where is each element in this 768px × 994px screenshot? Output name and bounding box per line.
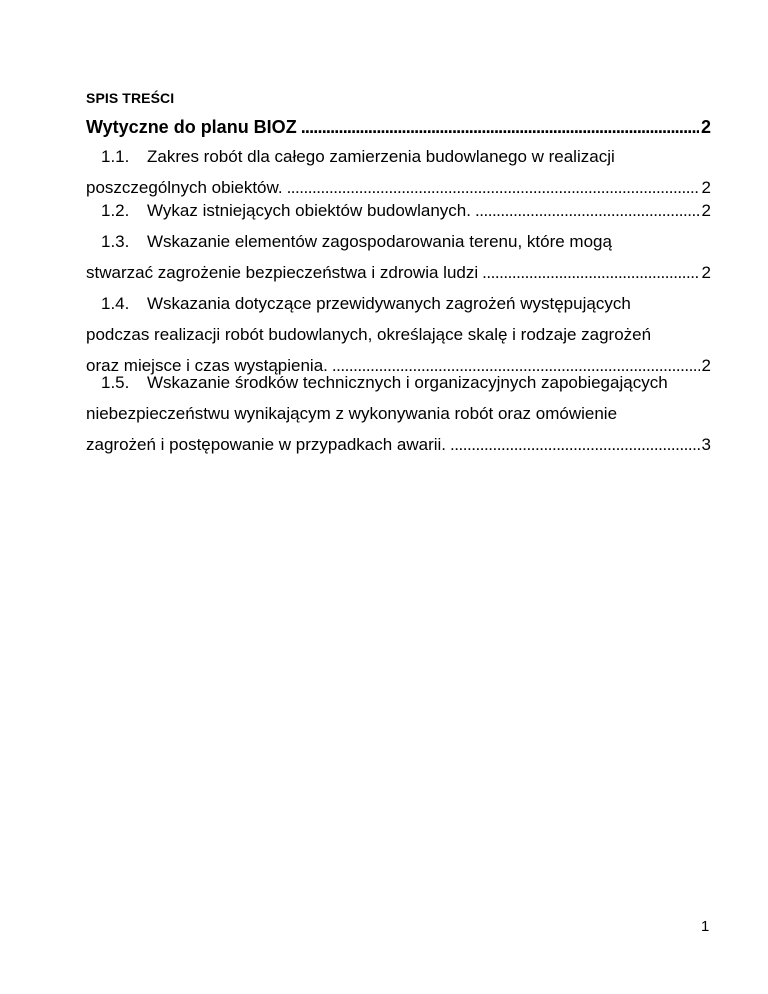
toc-dot-leader bbox=[482, 257, 699, 288]
toc-entry-text: poszczególnych obiektów. bbox=[86, 178, 283, 197]
toc-entry-page: 2 bbox=[701, 263, 711, 282]
toc-entry-page: 2 bbox=[701, 356, 711, 375]
toc-entry-1-5[interactable] bbox=[86, 367, 711, 460]
toc-entry-page: 2 bbox=[701, 201, 711, 220]
toc-entry-text: Wskazania dotyczące przewidywanych zagrożeń występujących bbox=[147, 294, 631, 313]
toc-entry-text: Wskazanie elementów zagospodarowania terenu, które mogą bbox=[147, 232, 612, 251]
toc-entry-1-3[interactable] bbox=[86, 226, 711, 288]
toc-entry-text: podczas realizacji robót budowlanych, określające skalę i rodzaje zagrożeń bbox=[86, 325, 652, 344]
toc-entry-1-1[interactable] bbox=[86, 141, 711, 203]
toc-heading: SPIS TREŚCI bbox=[86, 90, 175, 106]
toc-entry-number: 1.5. bbox=[101, 373, 130, 392]
toc-entry-page: 2 bbox=[701, 178, 711, 197]
toc-chapter-page: 2 bbox=[700, 117, 711, 137]
toc-entry-text: stwarzać zagrożenie bezpieczeństwa i zdrowia ludzi bbox=[86, 263, 479, 282]
toc-dot-leader bbox=[450, 429, 700, 460]
toc-chapter[interactable] bbox=[86, 115, 711, 139]
toc-dot-leader bbox=[301, 115, 699, 139]
toc-entry-number: 1.2. bbox=[101, 201, 130, 220]
toc-entry-text: zagrożeń i postępowanie w przypadkach awarii. bbox=[86, 435, 447, 454]
toc-entry-page: 3 bbox=[701, 435, 711, 454]
toc-entry-text: niebezpieczeństwu wynikającym z wykonywania robót oraz omówienie bbox=[86, 404, 618, 423]
toc-entry-number: 1.1. bbox=[101, 147, 130, 166]
toc-entry-text: Zakres robót dla całego zamierzenia budowlanego w realizacji bbox=[147, 147, 615, 166]
toc-entry-text: Wykaz istniejących obiektów budowlanych. bbox=[147, 201, 471, 220]
toc-entry-1-2[interactable] bbox=[101, 195, 711, 226]
toc-entry-number: 1.4. bbox=[101, 294, 130, 313]
toc-dot-leader bbox=[475, 195, 700, 226]
toc-entry-text: oraz miejsce i czas wystąpienia. bbox=[86, 356, 328, 375]
toc-entry-text: Wskazanie środków technicznych i organizacyjnych zapobiegających bbox=[147, 373, 668, 392]
page-number: 1 bbox=[701, 918, 710, 935]
toc-entry-number: 1.3. bbox=[101, 232, 130, 251]
toc-chapter-title: Wytyczne do planu BIOZ bbox=[86, 117, 297, 137]
